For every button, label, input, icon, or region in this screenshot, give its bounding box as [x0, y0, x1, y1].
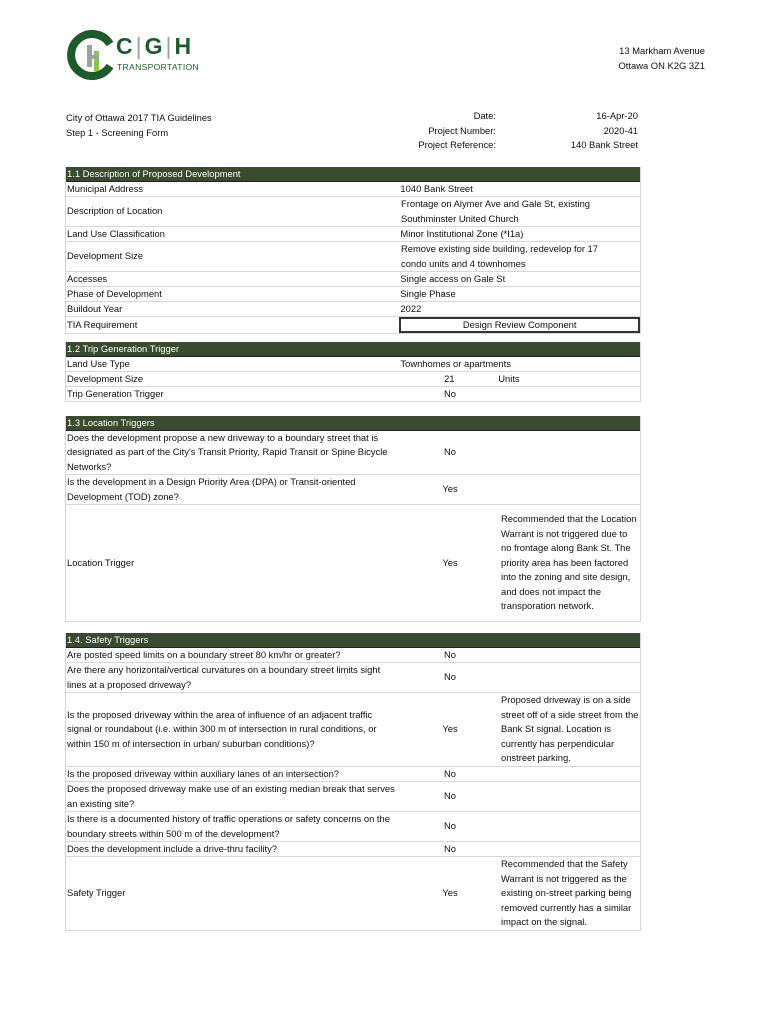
- table-row: [66, 182, 640, 197]
- project-meta-labels: [370, 109, 496, 153]
- row-value: Yes: [442, 556, 458, 568]
- row-label: Does the proposed driveway make use of an existing median break that serves an existing site?: [67, 783, 395, 809]
- row-value: Yes: [442, 723, 458, 735]
- row-value: 21: [444, 372, 455, 384]
- address-line-1: 13 Markham Avenue: [619, 45, 705, 56]
- section-trip-generation: [65, 342, 641, 402]
- row-label: Phase of Development: [67, 287, 162, 299]
- table-row: [66, 693, 640, 767]
- row-label: Does the development propose a new driveway to a boundary street that is designated as part of the City's Transit Priority, Rapid Transit or Spine Bicycle Networks?: [67, 431, 388, 472]
- date-value: 16-Apr-20: [596, 110, 638, 121]
- row-value: Single Phase: [400, 287, 456, 299]
- table-row: [66, 197, 640, 227]
- table-row: [66, 317, 640, 334]
- date-label: Date:: [473, 110, 496, 121]
- table-row: [66, 302, 640, 317]
- section-title: 1.1 Description of Proposed Development: [66, 167, 640, 182]
- row-label: Buildout Year: [67, 302, 123, 314]
- cgh-logo-icon: [66, 30, 116, 80]
- table-row: [66, 767, 640, 782]
- table-row: [66, 242, 640, 272]
- table-row: [66, 475, 640, 505]
- project-number-label: Project Number:: [428, 124, 496, 136]
- row-label: Location Trigger: [67, 556, 135, 568]
- row-label: Development Size: [67, 372, 144, 384]
- row-note: Recommended that the Location Warrant is not triggered due to no frontage along Bank St. The priority area has been factored into the zoning and site design, and does not impact the transporation network.: [501, 513, 637, 612]
- row-label: Land Use Classification: [67, 227, 165, 239]
- table-row: [66, 272, 640, 287]
- project-reference-value: 140 Bank Street: [570, 139, 638, 150]
- table-row: [66, 857, 640, 931]
- row-label: Does the development include a drive-thru facility?: [67, 842, 278, 854]
- document-title-block: [66, 111, 212, 140]
- table-row: [66, 357, 640, 372]
- row-value: Townhomes or apartments: [400, 357, 511, 369]
- row-value: Yes: [442, 483, 458, 495]
- row-label: Is there is a documented history of traffic operations or safety concerns on the boundary streets within 500 m of the development?: [67, 813, 390, 839]
- table-row: [66, 782, 640, 812]
- company-logo: [66, 30, 200, 80]
- row-value: No: [444, 790, 456, 802]
- tia-requirement-value: Design Review Component: [399, 317, 640, 333]
- table-row: [66, 842, 640, 857]
- row-value: No: [444, 648, 456, 660]
- section-title: 1.3 Location Triggers: [66, 416, 640, 431]
- section-location-triggers: [65, 416, 641, 622]
- row-label: Safety Trigger: [67, 887, 126, 899]
- row-value: No: [444, 767, 456, 779]
- row-label: Is the proposed driveway within the area of influence of an adjacent traffic signal or roundabout (i.e. within 300 m of intersection in rural conditions, or within 150 m of intersection in urban/ suburban conditions)?: [67, 708, 377, 749]
- row-value: No: [444, 820, 456, 832]
- section-title: 1.4. Safety Triggers: [66, 633, 640, 648]
- table-row: [66, 648, 640, 663]
- row-value: Minor Institutional Zone (*I1a): [400, 227, 524, 239]
- row-value: No: [444, 671, 456, 683]
- table-row: [66, 505, 640, 622]
- table-row: [66, 227, 640, 242]
- table-row: [66, 812, 640, 842]
- row-label: Accesses: [67, 272, 108, 284]
- section-safety-triggers: [65, 633, 641, 931]
- row-value: Single access on Gale St: [400, 272, 506, 284]
- row-label: Are there any horizontal/vertical curvatures on a boundary street limits sight lines at a proposed driveway?: [67, 664, 381, 690]
- section-title: 1.2 Trip Generation Trigger: [66, 342, 640, 357]
- section-description: [65, 167, 641, 334]
- row-label: Municipal Address: [67, 182, 144, 194]
- document-subtitle: Step 1 - Screening Form: [66, 126, 169, 138]
- project-number-value: 2020-41: [603, 124, 638, 136]
- row-label: Is the proposed driveway within auxiliary lanes of an intersection?: [67, 767, 340, 779]
- row-label: Description of Location: [67, 205, 163, 217]
- table-row: [66, 387, 640, 402]
- row-label: Development Size: [67, 250, 144, 262]
- row-label: Are posted speed limits on a boundary street 80 km/hr or greater?: [67, 648, 341, 660]
- project-meta-values: [520, 109, 638, 153]
- table-row: [66, 663, 640, 693]
- row-unit: Units: [498, 372, 520, 384]
- row-value: Remove existing side building, redevelop for 17 condo units and 4 townhomes: [401, 243, 598, 269]
- row-value: No: [444, 446, 456, 458]
- table-row: [66, 372, 640, 387]
- project-reference-label: Project Reference:: [418, 139, 496, 150]
- company-address: [619, 44, 706, 73]
- address-line-2: Ottawa ON K2G 3Z1: [618, 59, 705, 71]
- table-row: [66, 287, 640, 302]
- logo-subtitle: TRANSPORTATION: [117, 62, 200, 72]
- row-value: Yes: [442, 887, 458, 899]
- row-label: Land Use Type: [67, 357, 130, 369]
- row-note: Recommended that the Safety Warrant is not triggered as the existing on-street parking being removed currently has a similar impact on the signal.: [501, 858, 632, 928]
- logo-wordmark: C|G|H: [116, 33, 193, 59]
- row-note: Proposed driveway is on a side street off of a side street from the Bank St signal. Location is currently has perpendicular onstreet parking.: [501, 694, 639, 764]
- row-value: 1040 Bank Street: [400, 182, 473, 194]
- table-row: [66, 431, 640, 475]
- row-label: TIA Requirement: [67, 318, 138, 330]
- row-label: Trip Generation Trigger: [67, 387, 164, 399]
- row-value: Frontage on Alymer Ave and Gale St, existing Southminster United Church: [401, 198, 590, 224]
- row-value: No: [444, 387, 456, 399]
- row-label: Is the development in a Design Priority Area (DPA) or Transit-oriented Development (TOD) zone?: [67, 476, 356, 502]
- row-value: 2022: [400, 302, 422, 314]
- row-value: No: [444, 842, 456, 854]
- document-title: City of Ottawa 2017 TIA Guidelines: [66, 112, 212, 123]
